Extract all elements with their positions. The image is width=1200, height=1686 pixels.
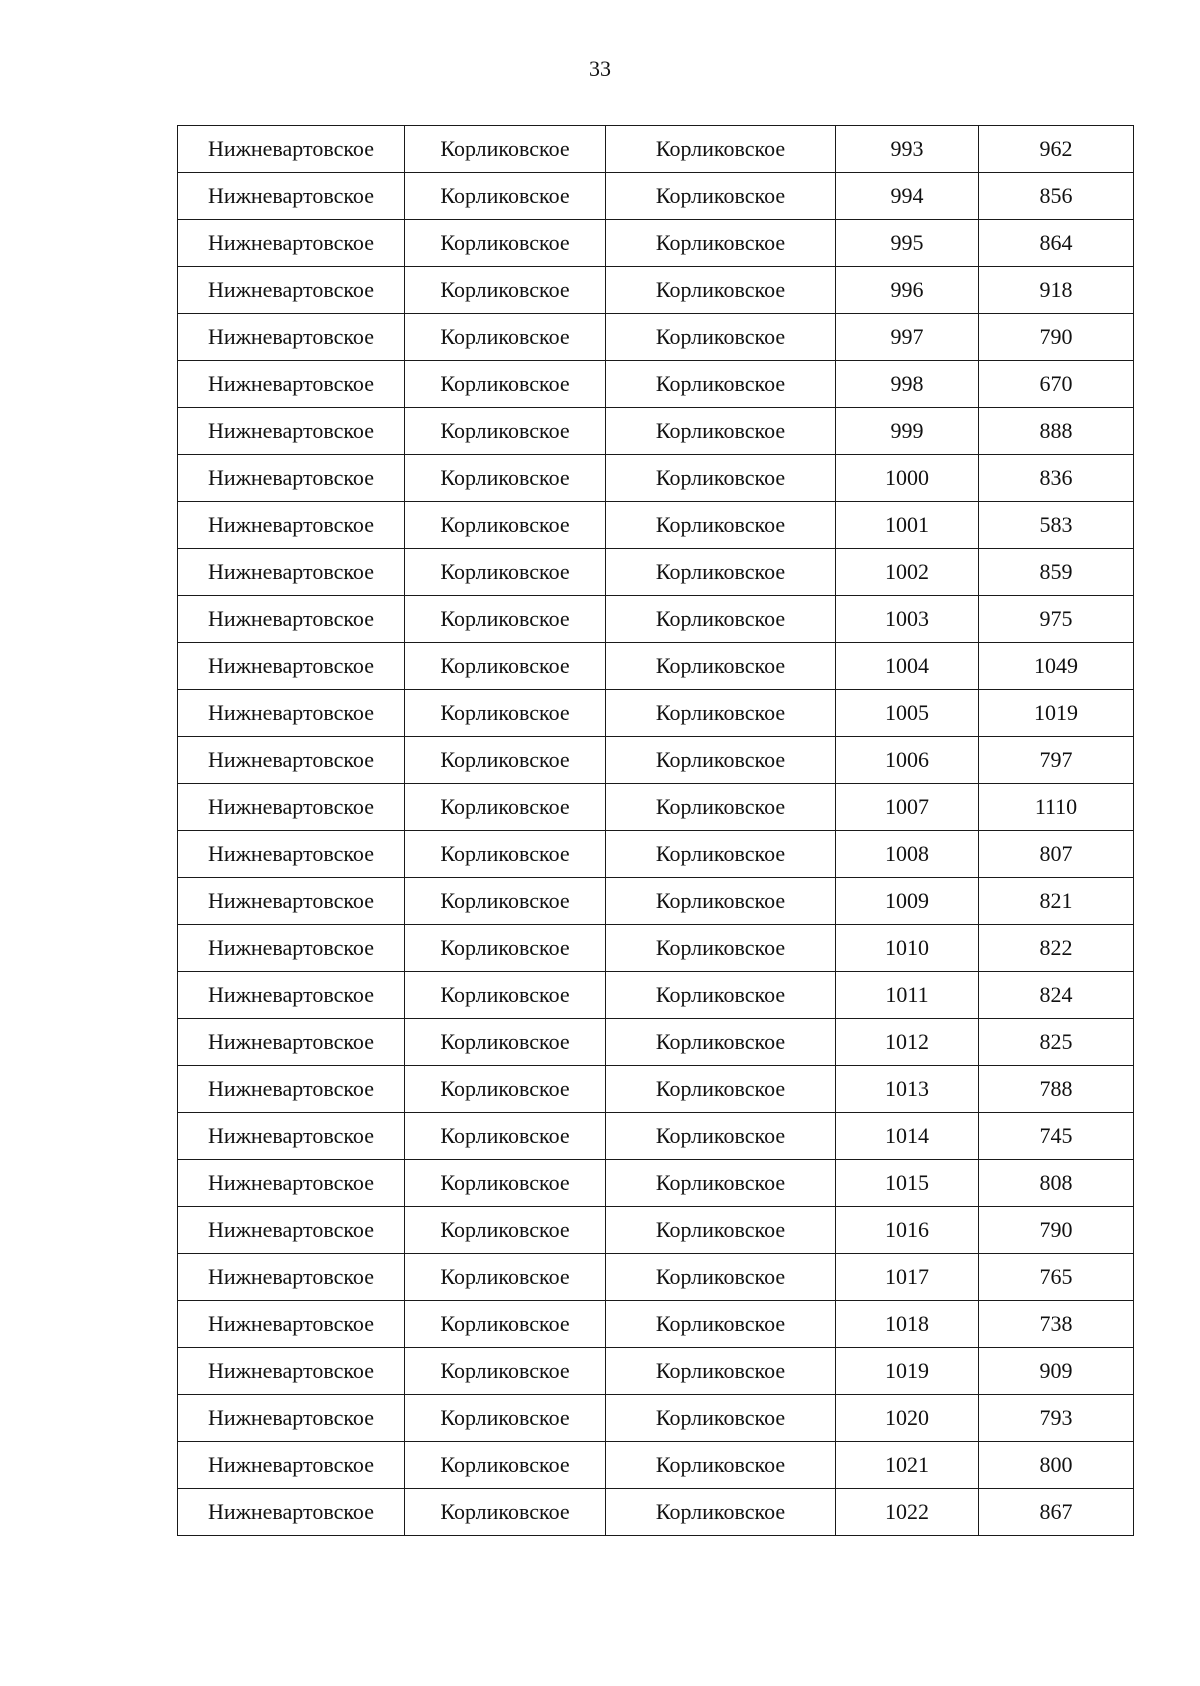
deposit-cell: Корликовское: [606, 549, 836, 596]
field-cell: Корликовское: [405, 1301, 606, 1348]
deposit-cell: Корликовское: [606, 925, 836, 972]
value-cell: 888: [979, 408, 1134, 455]
deposit-cell: Корликовское: [606, 643, 836, 690]
table-row: [178, 1113, 1134, 1160]
table-row: [178, 690, 1134, 737]
field-cell: Корликовское: [405, 1066, 606, 1113]
table-row: [178, 502, 1134, 549]
number-cell: 1013: [836, 1066, 979, 1113]
number-cell: 1000: [836, 455, 979, 502]
number-cell: 1014: [836, 1113, 979, 1160]
district-cell: Нижневартовское: [178, 1254, 405, 1301]
field-cell: Корликовское: [405, 1395, 606, 1442]
value-cell: 765: [979, 1254, 1134, 1301]
number-cell: 1019: [836, 1348, 979, 1395]
district-cell: Нижневартовское: [178, 502, 405, 549]
deposit-cell: Корликовское: [606, 1254, 836, 1301]
field-cell: Корликовское: [405, 1254, 606, 1301]
number-cell: 1012: [836, 1019, 979, 1066]
table-row: [178, 1207, 1134, 1254]
field-cell: Корликовское: [405, 784, 606, 831]
table-row: [178, 220, 1134, 267]
district-cell: Нижневартовское: [178, 1442, 405, 1489]
value-cell: 825: [979, 1019, 1134, 1066]
table-row: [178, 1254, 1134, 1301]
value-cell: 745: [979, 1113, 1134, 1160]
district-cell: Нижневартовское: [178, 784, 405, 831]
table-row: [178, 408, 1134, 455]
district-cell: Нижневартовское: [178, 1395, 405, 1442]
table-row: [178, 1489, 1134, 1536]
deposit-cell: Корликовское: [606, 1019, 836, 1066]
table-row: [178, 972, 1134, 1019]
district-cell: Нижневартовское: [178, 361, 405, 408]
table-row: [178, 267, 1134, 314]
value-cell: 788: [979, 1066, 1134, 1113]
field-cell: Корликовское: [405, 925, 606, 972]
value-cell: 962: [979, 126, 1134, 173]
deposit-cell: Корликовское: [606, 784, 836, 831]
value-cell: 821: [979, 878, 1134, 925]
deposit-cell: Корликовское: [606, 596, 836, 643]
district-cell: Нижневартовское: [178, 1207, 405, 1254]
district-cell: Нижневартовское: [178, 831, 405, 878]
deposit-cell: Корликовское: [606, 1301, 836, 1348]
district-cell: Нижневартовское: [178, 1113, 405, 1160]
value-cell: 1049: [979, 643, 1134, 690]
table-row: [178, 1395, 1134, 1442]
value-cell: 867: [979, 1489, 1134, 1536]
field-cell: Корликовское: [405, 1348, 606, 1395]
value-cell: 864: [979, 220, 1134, 267]
district-cell: Нижневартовское: [178, 878, 405, 925]
district-cell: Нижневартовское: [178, 314, 405, 361]
field-cell: Корликовское: [405, 831, 606, 878]
district-cell: Нижневартовское: [178, 972, 405, 1019]
number-cell: 1009: [836, 878, 979, 925]
number-cell: 1010: [836, 925, 979, 972]
field-cell: Корликовское: [405, 502, 606, 549]
deposit-cell: Корликовское: [606, 126, 836, 173]
table-row: [178, 455, 1134, 502]
value-cell: 670: [979, 361, 1134, 408]
value-cell: 836: [979, 455, 1134, 502]
table-row: [178, 361, 1134, 408]
district-cell: Нижневартовское: [178, 220, 405, 267]
number-cell: 1004: [836, 643, 979, 690]
number-cell: 999: [836, 408, 979, 455]
number-cell: 1002: [836, 549, 979, 596]
deposit-cell: Корликовское: [606, 1160, 836, 1207]
field-cell: Корликовское: [405, 549, 606, 596]
field-cell: Корликовское: [405, 1113, 606, 1160]
field-cell: Корликовское: [405, 1442, 606, 1489]
deposit-cell: Корликовское: [606, 1066, 836, 1113]
number-cell: 995: [836, 220, 979, 267]
field-cell: Корликовское: [405, 173, 606, 220]
value-cell: 918: [979, 267, 1134, 314]
field-cell: Корликовское: [405, 126, 606, 173]
number-cell: 996: [836, 267, 979, 314]
deposit-cell: Корликовское: [606, 1395, 836, 1442]
value-cell: 800: [979, 1442, 1134, 1489]
table-row: [178, 126, 1134, 173]
deposit-cell: Корликовское: [606, 1207, 836, 1254]
table-row: [178, 549, 1134, 596]
district-cell: Нижневартовское: [178, 1160, 405, 1207]
district-cell: Нижневартовское: [178, 1489, 405, 1536]
number-cell: 1008: [836, 831, 979, 878]
table-row: [178, 925, 1134, 972]
value-cell: 797: [979, 737, 1134, 784]
table-row: [178, 1442, 1134, 1489]
district-cell: Нижневартовское: [178, 126, 405, 173]
deposit-cell: Корликовское: [606, 267, 836, 314]
value-cell: 824: [979, 972, 1134, 1019]
number-cell: 1016: [836, 1207, 979, 1254]
deposit-cell: Корликовское: [606, 502, 836, 549]
value-cell: 738: [979, 1301, 1134, 1348]
deposit-cell: Корликовское: [606, 690, 836, 737]
district-cell: Нижневартовское: [178, 596, 405, 643]
field-cell: Корликовское: [405, 1160, 606, 1207]
deposit-cell: Корликовское: [606, 173, 836, 220]
value-cell: 790: [979, 314, 1134, 361]
district-cell: Нижневартовское: [178, 455, 405, 502]
deposit-cell: Корликовское: [606, 972, 836, 1019]
table-row: [178, 1301, 1134, 1348]
field-cell: Корликовское: [405, 596, 606, 643]
number-cell: 1015: [836, 1160, 979, 1207]
district-cell: Нижневартовское: [178, 643, 405, 690]
value-cell: 790: [979, 1207, 1134, 1254]
value-cell: 808: [979, 1160, 1134, 1207]
deposit-cell: Корликовское: [606, 831, 836, 878]
field-cell: Корликовское: [405, 737, 606, 784]
number-cell: 998: [836, 361, 979, 408]
deposit-cell: Корликовское: [606, 220, 836, 267]
district-cell: Нижневартовское: [178, 1066, 405, 1113]
number-cell: 1020: [836, 1395, 979, 1442]
table-row: [178, 1348, 1134, 1395]
number-cell: 1001: [836, 502, 979, 549]
value-cell: 807: [979, 831, 1134, 878]
table-row: [178, 784, 1134, 831]
number-cell: 1018: [836, 1301, 979, 1348]
number-cell: 994: [836, 173, 979, 220]
field-cell: Корликовское: [405, 972, 606, 1019]
deposit-cell: Корликовское: [606, 361, 836, 408]
table-row: [178, 1160, 1134, 1207]
table-row: [178, 1019, 1134, 1066]
field-cell: Корликовское: [405, 220, 606, 267]
number-cell: 1003: [836, 596, 979, 643]
field-cell: Корликовское: [405, 408, 606, 455]
table-row: [178, 878, 1134, 925]
field-cell: Корликовское: [405, 314, 606, 361]
data-table: [177, 125, 1134, 1536]
deposit-cell: Корликовское: [606, 1348, 836, 1395]
number-cell: 1021: [836, 1442, 979, 1489]
value-cell: 583: [979, 502, 1134, 549]
value-cell: 793: [979, 1395, 1134, 1442]
table-row: [178, 173, 1134, 220]
district-cell: Нижневартовское: [178, 173, 405, 220]
table-row: [178, 643, 1134, 690]
value-cell: 975: [979, 596, 1134, 643]
field-cell: Корликовское: [405, 1207, 606, 1254]
district-cell: Нижневартовское: [178, 408, 405, 455]
value-cell: 856: [979, 173, 1134, 220]
deposit-cell: Корликовское: [606, 1442, 836, 1489]
district-cell: Нижневартовское: [178, 690, 405, 737]
table-row: [178, 596, 1134, 643]
number-cell: 1022: [836, 1489, 979, 1536]
deposit-cell: Корликовское: [606, 1113, 836, 1160]
table-row: [178, 1066, 1134, 1113]
field-cell: Корликовское: [405, 455, 606, 502]
deposit-cell: Корликовское: [606, 455, 836, 502]
number-cell: 993: [836, 126, 979, 173]
value-cell: 909: [979, 1348, 1134, 1395]
district-cell: Нижневартовское: [178, 1019, 405, 1066]
table-row: [178, 314, 1134, 361]
field-cell: Корликовское: [405, 690, 606, 737]
field-cell: Корликовское: [405, 361, 606, 408]
value-cell: 1019: [979, 690, 1134, 737]
number-cell: 1005: [836, 690, 979, 737]
field-cell: Корликовское: [405, 1019, 606, 1066]
district-cell: Нижневартовское: [178, 925, 405, 972]
table-row: [178, 831, 1134, 878]
field-cell: Корликовское: [405, 643, 606, 690]
deposit-cell: Корликовское: [606, 408, 836, 455]
value-cell: 859: [979, 549, 1134, 596]
page-number: 33: [589, 56, 611, 81]
district-cell: Нижневартовское: [178, 549, 405, 596]
deposit-cell: Корликовское: [606, 737, 836, 784]
table-body: [178, 126, 1134, 1536]
value-cell: 822: [979, 925, 1134, 972]
number-cell: 1007: [836, 784, 979, 831]
district-cell: Нижневартовское: [178, 737, 405, 784]
table-row: [178, 737, 1134, 784]
field-cell: Корликовское: [405, 267, 606, 314]
deposit-cell: Корликовское: [606, 314, 836, 361]
deposit-cell: Корликовское: [606, 878, 836, 925]
district-cell: Нижневартовское: [178, 1348, 405, 1395]
number-cell: 1006: [836, 737, 979, 784]
deposit-cell: Корликовское: [606, 1489, 836, 1536]
field-cell: Корликовское: [405, 1489, 606, 1536]
number-cell: 1017: [836, 1254, 979, 1301]
value-cell: 1110: [979, 784, 1134, 831]
district-cell: Нижневартовское: [178, 267, 405, 314]
number-cell: 997: [836, 314, 979, 361]
district-cell: Нижневартовское: [178, 1301, 405, 1348]
number-cell: 1011: [836, 972, 979, 1019]
field-cell: Корликовское: [405, 878, 606, 925]
